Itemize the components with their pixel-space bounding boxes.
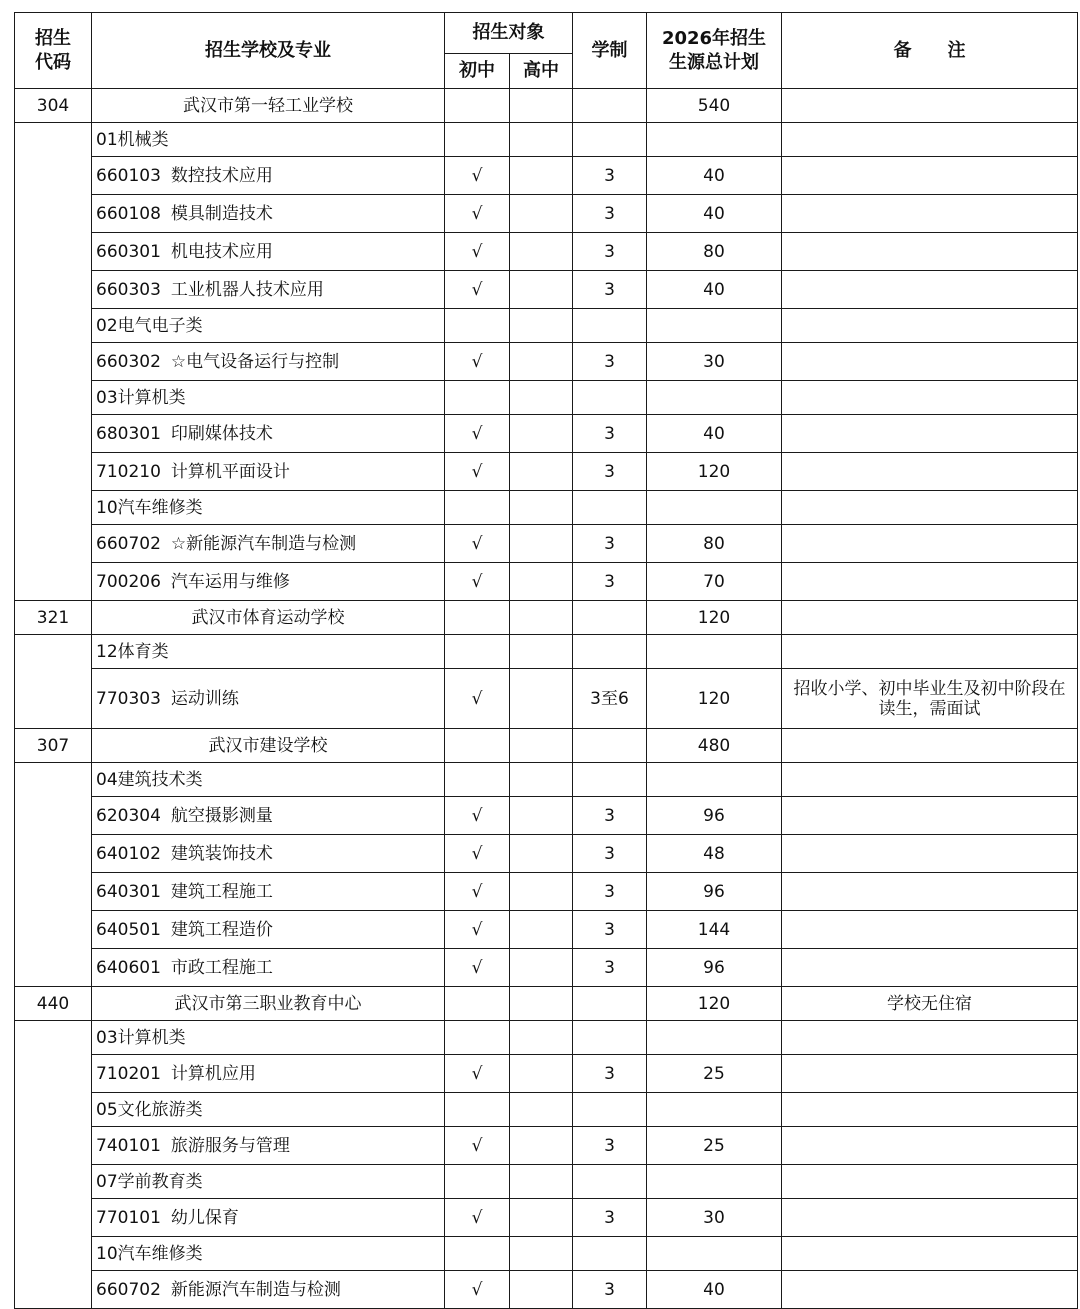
major-code: 620304	[96, 805, 161, 826]
school-note: 学校无住宿	[782, 987, 1078, 1021]
major-plan: 40	[647, 271, 782, 309]
category-label: 07学前教育类	[92, 1165, 445, 1199]
major-length: 3	[573, 453, 647, 491]
major-length: 3	[573, 949, 647, 987]
major-row	[15, 525, 1078, 563]
major-row	[15, 1271, 1078, 1309]
category-row	[15, 491, 1078, 525]
major-row	[15, 949, 1078, 987]
major-note: 招收小学、初中毕业生及初中阶段在读生，需面试	[782, 669, 1078, 729]
school-total-plan: 120	[647, 601, 782, 635]
major-plan: 40	[647, 415, 782, 453]
school-junior-cell	[445, 987, 510, 1021]
major-name: ☆电气设备运行与控制	[170, 351, 340, 372]
major-code: 640501	[96, 919, 161, 940]
major-name-cell	[92, 911, 445, 949]
major-note	[782, 873, 1078, 911]
header-school-major: 招生学校及专业	[92, 13, 445, 89]
school-name: 武汉市第一轻工业学校	[92, 89, 445, 123]
school-senior-cell	[510, 729, 573, 763]
category-note-cell	[782, 1093, 1078, 1127]
category-note-cell	[782, 381, 1078, 415]
category-senior-cell	[510, 381, 573, 415]
major-code: 710201	[96, 1063, 161, 1084]
senior-check	[510, 415, 573, 453]
senior-check	[510, 195, 573, 233]
junior-check: √	[445, 1127, 510, 1165]
major-plan: 120	[647, 669, 782, 729]
major-length: 3	[573, 415, 647, 453]
major-code: 770101	[96, 1207, 161, 1228]
category-plan-cell	[647, 491, 782, 525]
category-row	[15, 309, 1078, 343]
major-name-cell	[92, 1271, 445, 1309]
major-code: 660702	[96, 533, 161, 554]
school-junior-cell	[445, 729, 510, 763]
school-senior-cell	[510, 987, 573, 1021]
senior-check	[510, 797, 573, 835]
major-length: 3	[573, 233, 647, 271]
major-row	[15, 271, 1078, 309]
major-name: ☆新能源汽车制造与检测	[170, 533, 357, 554]
major-name-cell	[92, 1127, 445, 1165]
major-name: 建筑装饰技术	[170, 843, 273, 864]
major-row	[15, 1199, 1078, 1237]
category-plan-cell	[647, 1165, 782, 1199]
major-row	[15, 563, 1078, 601]
major-code: 660302	[96, 351, 161, 372]
major-name: 幼儿保育	[170, 1207, 239, 1228]
school-code: 321	[15, 601, 92, 635]
category-note-cell	[782, 123, 1078, 157]
category-label: 10汽车维修类	[92, 1237, 445, 1271]
category-junior-cell	[445, 1093, 510, 1127]
category-junior-cell	[445, 123, 510, 157]
major-name: 建筑工程造价	[170, 919, 273, 940]
major-note	[782, 195, 1078, 233]
code-spacer-cell	[15, 1021, 92, 1309]
major-plan: 25	[647, 1127, 782, 1165]
major-code: 660301	[96, 241, 161, 262]
category-junior-cell	[445, 1021, 510, 1055]
major-plan: 25	[647, 1055, 782, 1093]
code-spacer-cell	[15, 635, 92, 729]
category-plan-cell	[647, 1021, 782, 1055]
major-row	[15, 233, 1078, 271]
major-length: 3	[573, 195, 647, 233]
category-note-cell	[782, 1021, 1078, 1055]
senior-check	[510, 835, 573, 873]
major-note	[782, 835, 1078, 873]
category-row	[15, 763, 1078, 797]
senior-check	[510, 1199, 573, 1237]
category-plan-cell	[647, 1093, 782, 1127]
category-plan-cell	[647, 635, 782, 669]
major-row	[15, 157, 1078, 195]
school-senior-cell	[510, 601, 573, 635]
junior-check: √	[445, 669, 510, 729]
major-code: 770303	[96, 688, 161, 709]
major-row	[15, 911, 1078, 949]
major-row	[15, 1055, 1078, 1093]
category-plan-cell	[647, 309, 782, 343]
major-length: 3	[573, 271, 647, 309]
category-label: 12体育类	[92, 635, 445, 669]
junior-check: √	[445, 1271, 510, 1309]
header-target: 招生对象	[445, 13, 573, 54]
major-code: 740101	[96, 1135, 161, 1156]
header-length: 学制	[573, 13, 647, 89]
junior-check: √	[445, 873, 510, 911]
category-label: 03计算机类	[92, 381, 445, 415]
category-junior-cell	[445, 1237, 510, 1271]
table-body	[15, 89, 1078, 1309]
major-length: 3	[573, 873, 647, 911]
major-plan: 80	[647, 525, 782, 563]
major-note	[782, 1199, 1078, 1237]
major-name-cell	[92, 343, 445, 381]
major-length: 3	[573, 797, 647, 835]
senior-check	[510, 1055, 573, 1093]
major-name: 计算机平面设计	[170, 461, 290, 482]
category-row	[15, 635, 1078, 669]
category-senior-cell	[510, 1021, 573, 1055]
major-note	[782, 1271, 1078, 1309]
category-junior-cell	[445, 491, 510, 525]
major-plan: 96	[647, 797, 782, 835]
senior-check	[510, 1271, 573, 1309]
major-code: 660303	[96, 279, 161, 300]
category-senior-cell	[510, 1237, 573, 1271]
major-note	[782, 157, 1078, 195]
major-name-cell	[92, 669, 445, 729]
category-row	[15, 1093, 1078, 1127]
major-name-cell	[92, 525, 445, 563]
senior-check	[510, 911, 573, 949]
category-junior-cell	[445, 763, 510, 797]
header-senior: 高中	[510, 54, 573, 89]
major-name: 印刷媒体技术	[170, 423, 273, 444]
major-length: 3	[573, 343, 647, 381]
major-row	[15, 343, 1078, 381]
header-row	[15, 13, 1078, 54]
school-total-plan: 120	[647, 987, 782, 1021]
junior-check: √	[445, 797, 510, 835]
major-plan: 96	[647, 949, 782, 987]
major-name: 数控技术应用	[170, 165, 273, 186]
major-length: 3	[573, 1199, 647, 1237]
category-length-cell	[573, 1237, 647, 1271]
major-plan: 144	[647, 911, 782, 949]
junior-check: √	[445, 911, 510, 949]
junior-check: √	[445, 415, 510, 453]
major-note	[782, 343, 1078, 381]
major-row	[15, 1127, 1078, 1165]
school-total-plan: 540	[647, 89, 782, 123]
junior-check: √	[445, 949, 510, 987]
major-row	[15, 453, 1078, 491]
junior-check: √	[445, 343, 510, 381]
major-code: 640601	[96, 957, 161, 978]
major-length: 3	[573, 1271, 647, 1309]
major-row	[15, 835, 1078, 873]
major-length: 3	[573, 157, 647, 195]
major-name: 旅游服务与管理	[170, 1135, 290, 1156]
major-name-cell	[92, 835, 445, 873]
school-length-cell	[573, 89, 647, 123]
major-note	[782, 949, 1078, 987]
category-row	[15, 1237, 1078, 1271]
header-plan: 2026年招生生源总计划	[647, 13, 782, 89]
junior-check: √	[445, 1055, 510, 1093]
major-length: 3	[573, 835, 647, 873]
major-name: 工业机器人技术应用	[170, 279, 324, 300]
senior-check	[510, 453, 573, 491]
major-length: 3	[573, 1055, 647, 1093]
category-note-cell	[782, 309, 1078, 343]
school-length-cell	[573, 601, 647, 635]
category-plan-cell	[647, 123, 782, 157]
category-row	[15, 123, 1078, 157]
major-length: 3	[573, 911, 647, 949]
major-name: 汽车运用与维修	[170, 571, 290, 592]
school-length-cell	[573, 987, 647, 1021]
major-row	[15, 195, 1078, 233]
major-note	[782, 797, 1078, 835]
school-name: 武汉市体育运动学校	[92, 601, 445, 635]
category-senior-cell	[510, 1165, 573, 1199]
major-length: 3	[573, 1127, 647, 1165]
category-label: 03计算机类	[92, 1021, 445, 1055]
junior-check: √	[445, 1199, 510, 1237]
major-name-cell	[92, 157, 445, 195]
senior-check	[510, 343, 573, 381]
major-name-cell	[92, 797, 445, 835]
category-plan-cell	[647, 1237, 782, 1271]
major-plan: 40	[647, 195, 782, 233]
category-senior-cell	[510, 635, 573, 669]
major-length: 3至6	[573, 669, 647, 729]
major-name-cell	[92, 949, 445, 987]
junior-check: √	[445, 563, 510, 601]
major-name: 建筑工程施工	[170, 881, 273, 902]
category-senior-cell	[510, 763, 573, 797]
category-row	[15, 381, 1078, 415]
major-note	[782, 271, 1078, 309]
junior-check: √	[445, 271, 510, 309]
major-note	[782, 563, 1078, 601]
code-spacer-cell	[15, 123, 92, 601]
school-code: 304	[15, 89, 92, 123]
school-note	[782, 89, 1078, 123]
school-name: 武汉市第三职业教育中心	[92, 987, 445, 1021]
major-name-cell	[92, 195, 445, 233]
major-note	[782, 453, 1078, 491]
junior-check: √	[445, 525, 510, 563]
school-senior-cell	[510, 89, 573, 123]
category-length-cell	[573, 763, 647, 797]
category-senior-cell	[510, 1093, 573, 1127]
major-plan: 30	[647, 343, 782, 381]
major-row	[15, 797, 1078, 835]
header-code: 招生代码	[15, 13, 92, 89]
major-plan: 30	[647, 1199, 782, 1237]
major-plan: 96	[647, 873, 782, 911]
category-note-cell	[782, 635, 1078, 669]
major-code: 660702	[96, 1279, 161, 1300]
junior-check: √	[445, 157, 510, 195]
major-note	[782, 233, 1078, 271]
major-code: 700206	[96, 571, 161, 592]
major-name-cell	[92, 271, 445, 309]
school-note	[782, 729, 1078, 763]
junior-check: √	[445, 453, 510, 491]
major-name: 机电技术应用	[170, 241, 273, 262]
school-length-cell	[573, 729, 647, 763]
major-note	[782, 525, 1078, 563]
major-plan: 48	[647, 835, 782, 873]
major-code: 660103	[96, 165, 161, 186]
major-name-cell	[92, 453, 445, 491]
major-length: 3	[573, 525, 647, 563]
school-code: 307	[15, 729, 92, 763]
category-junior-cell	[445, 635, 510, 669]
school-row	[15, 601, 1078, 635]
major-name: 模具制造技术	[170, 203, 273, 224]
major-name-cell	[92, 873, 445, 911]
category-junior-cell	[445, 1165, 510, 1199]
senior-check	[510, 525, 573, 563]
school-code: 440	[15, 987, 92, 1021]
senior-check	[510, 669, 573, 729]
category-row	[15, 1021, 1078, 1055]
junior-check: √	[445, 195, 510, 233]
major-name: 运动训练	[170, 688, 239, 709]
category-note-cell	[782, 1165, 1078, 1199]
header-junior: 初中	[445, 54, 510, 89]
school-row	[15, 89, 1078, 123]
school-name: 武汉市建设学校	[92, 729, 445, 763]
major-note	[782, 911, 1078, 949]
enrollment-table	[14, 12, 1078, 1309]
category-senior-cell	[510, 491, 573, 525]
senior-check	[510, 949, 573, 987]
category-label: 05文化旅游类	[92, 1093, 445, 1127]
major-note	[782, 1127, 1078, 1165]
major-note	[782, 1055, 1078, 1093]
category-plan-cell	[647, 763, 782, 797]
junior-check: √	[445, 835, 510, 873]
major-length: 3	[573, 563, 647, 601]
major-name-cell	[92, 233, 445, 271]
category-length-cell	[573, 1165, 647, 1199]
category-length-cell	[573, 123, 647, 157]
school-row	[15, 729, 1078, 763]
major-code: 680301	[96, 423, 161, 444]
school-junior-cell	[445, 601, 510, 635]
major-plan: 40	[647, 157, 782, 195]
major-name: 计算机应用	[170, 1063, 256, 1084]
major-plan: 80	[647, 233, 782, 271]
category-senior-cell	[510, 309, 573, 343]
category-note-cell	[782, 763, 1078, 797]
category-senior-cell	[510, 123, 573, 157]
major-name: 市政工程施工	[170, 957, 273, 978]
code-spacer-cell	[15, 763, 92, 987]
category-plan-cell	[647, 381, 782, 415]
senior-check	[510, 563, 573, 601]
category-length-cell	[573, 1021, 647, 1055]
category-junior-cell	[445, 309, 510, 343]
senior-check	[510, 271, 573, 309]
major-plan: 40	[647, 1271, 782, 1309]
major-code: 710210	[96, 461, 161, 482]
category-row	[15, 1165, 1078, 1199]
senior-check	[510, 157, 573, 195]
category-length-cell	[573, 491, 647, 525]
major-name-cell	[92, 563, 445, 601]
major-code: 660108	[96, 203, 161, 224]
senior-check	[510, 873, 573, 911]
school-total-plan: 480	[647, 729, 782, 763]
header-note: 备 注	[782, 13, 1078, 89]
category-note-cell	[782, 491, 1078, 525]
category-length-cell	[573, 1093, 647, 1127]
school-note	[782, 601, 1078, 635]
category-note-cell	[782, 1237, 1078, 1271]
major-row	[15, 669, 1078, 729]
senior-check	[510, 1127, 573, 1165]
school-row	[15, 987, 1078, 1021]
category-junior-cell	[445, 381, 510, 415]
major-name: 航空摄影测量	[170, 805, 273, 826]
category-label: 01机械类	[92, 123, 445, 157]
major-row	[15, 415, 1078, 453]
major-name-cell	[92, 1199, 445, 1237]
category-length-cell	[573, 309, 647, 343]
category-label: 02电气电子类	[92, 309, 445, 343]
major-plan: 120	[647, 453, 782, 491]
category-label: 10汽车维修类	[92, 491, 445, 525]
major-name: 新能源汽车制造与检测	[170, 1279, 341, 1300]
senior-check	[510, 233, 573, 271]
major-plan: 70	[647, 563, 782, 601]
major-name-cell	[92, 1055, 445, 1093]
category-length-cell	[573, 381, 647, 415]
school-junior-cell	[445, 89, 510, 123]
major-code: 640102	[96, 843, 161, 864]
major-note	[782, 415, 1078, 453]
junior-check: √	[445, 233, 510, 271]
major-name-cell	[92, 415, 445, 453]
category-label: 04建筑技术类	[92, 763, 445, 797]
category-length-cell	[573, 635, 647, 669]
major-row	[15, 873, 1078, 911]
major-code: 640301	[96, 881, 161, 902]
